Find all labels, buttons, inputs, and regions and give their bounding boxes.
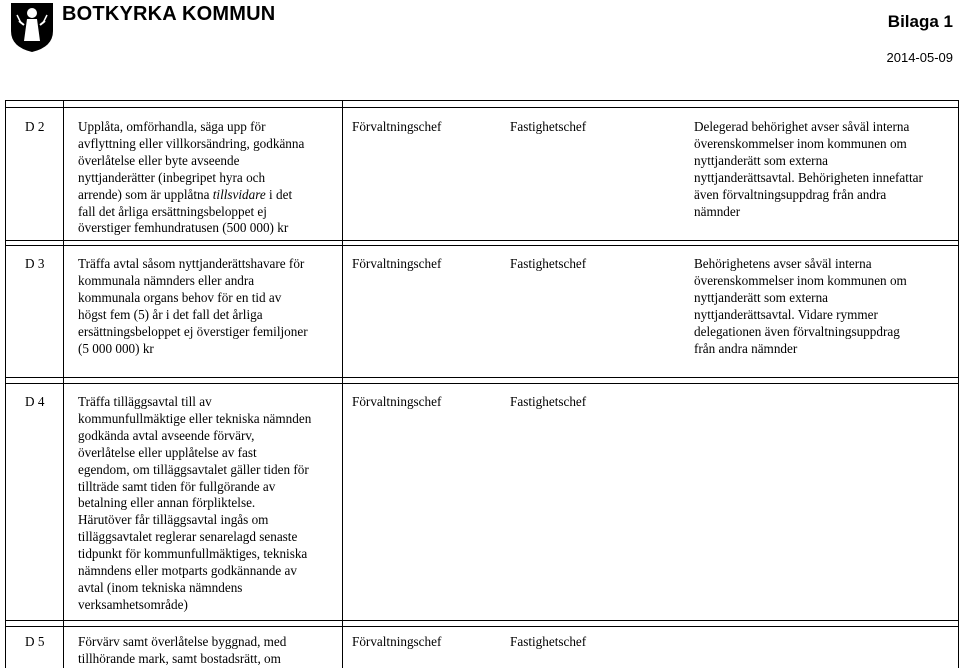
table-rule (63, 100, 64, 668)
organization-name: BOTKYRKA KOMMUN (62, 3, 276, 25)
table-rule (5, 100, 6, 668)
document-label: Bilaga 1 (887, 12, 953, 31)
table-rule (5, 377, 959, 378)
document-header (0, 0, 959, 65)
row-note: Delegerad behörighet avser såväl interna överenskommelser inom kommunen om nyttjanderätt som externa nyttjanderättsavtal. Behörigheten innefattar även förvaltningsuppdrag från andra nämnder (694, 119, 923, 219)
row-delegate: Förvaltningschef (352, 634, 442, 649)
row-deputy: Fastighetschef (510, 119, 587, 134)
table-rule (5, 245, 959, 246)
row-matter: Träffa tilläggsavtal till av kommunfullmäktige eller tekniska nämnden godkända avtal avseende förvärv, överlåtelse eller upplåtelse av fast egendom, om tilläggsavtalet gäller tiden för tillträde samt tiden för fullgörande av betalning eller annan förpliktelse. Härutöver får tilläggsavtal ingås om tilläggsavtalet reglerar senarelagd senaste tidpunkt för kommunfullmäktiges, tekniska nämndens eller motparts godkännande av avtal (inom tekniska nämndens verksamhetsområde) (78, 394, 312, 612)
row-note: Behörighetens avser såväl interna överenskommelser inom kommunen om nyttjanderätt som externa nyttjanderättsavtal. Vidare rymmer delegationen även förvaltningsuppdrag från andra nämnder (694, 256, 907, 356)
row-code: D 4 (25, 394, 45, 409)
table-rule (5, 100, 959, 101)
row-matter: Upplåta, omförhandla, säga upp för avflyttning eller villkorsändring, godkänna överlåtelse eller byte avseende nyttjanderätter (inbegripet hyra och arrende) som är upplåtna tillsvidare i det fall det årliga ersättningsbeloppet ej överstiger femhundratusen (500 000) kr (78, 119, 305, 236)
document-date: 2014-05-09 (886, 50, 953, 65)
row-code: D 3 (25, 256, 45, 271)
row-delegate: Förvaltningschef (352, 256, 442, 271)
row-deputy: Fastighetschef (510, 394, 587, 409)
row-delegate: Förvaltningschef (352, 119, 442, 134)
table-rule (5, 626, 959, 627)
table-rule (5, 383, 959, 384)
row-deputy: Fastighetschef (510, 634, 587, 649)
row-delegate: Förvaltningschef (352, 394, 442, 409)
table-rule (5, 240, 959, 241)
row-matter: Förvärv samt överlåtelse byggnad, med tillhörande mark, samt bostadsrätt, om (78, 634, 287, 666)
municipality-seal-logo (9, 1, 55, 53)
row-matter: Träffa avtal såsom nyttjanderättshavare för kommunala nämnders eller andra kommunala organs behov för en tid av högst fem (5) år i det fall det årliga ersättningsbeloppet ej överstiger femiljoner (5 000 000) kr (78, 256, 308, 356)
table-rule (5, 107, 959, 108)
row-code: D 2 (25, 119, 45, 134)
table-rule (342, 100, 343, 668)
row-deputy: Fastighetschef (510, 256, 587, 271)
row-code: D 5 (25, 634, 45, 649)
table-rule (5, 620, 959, 621)
